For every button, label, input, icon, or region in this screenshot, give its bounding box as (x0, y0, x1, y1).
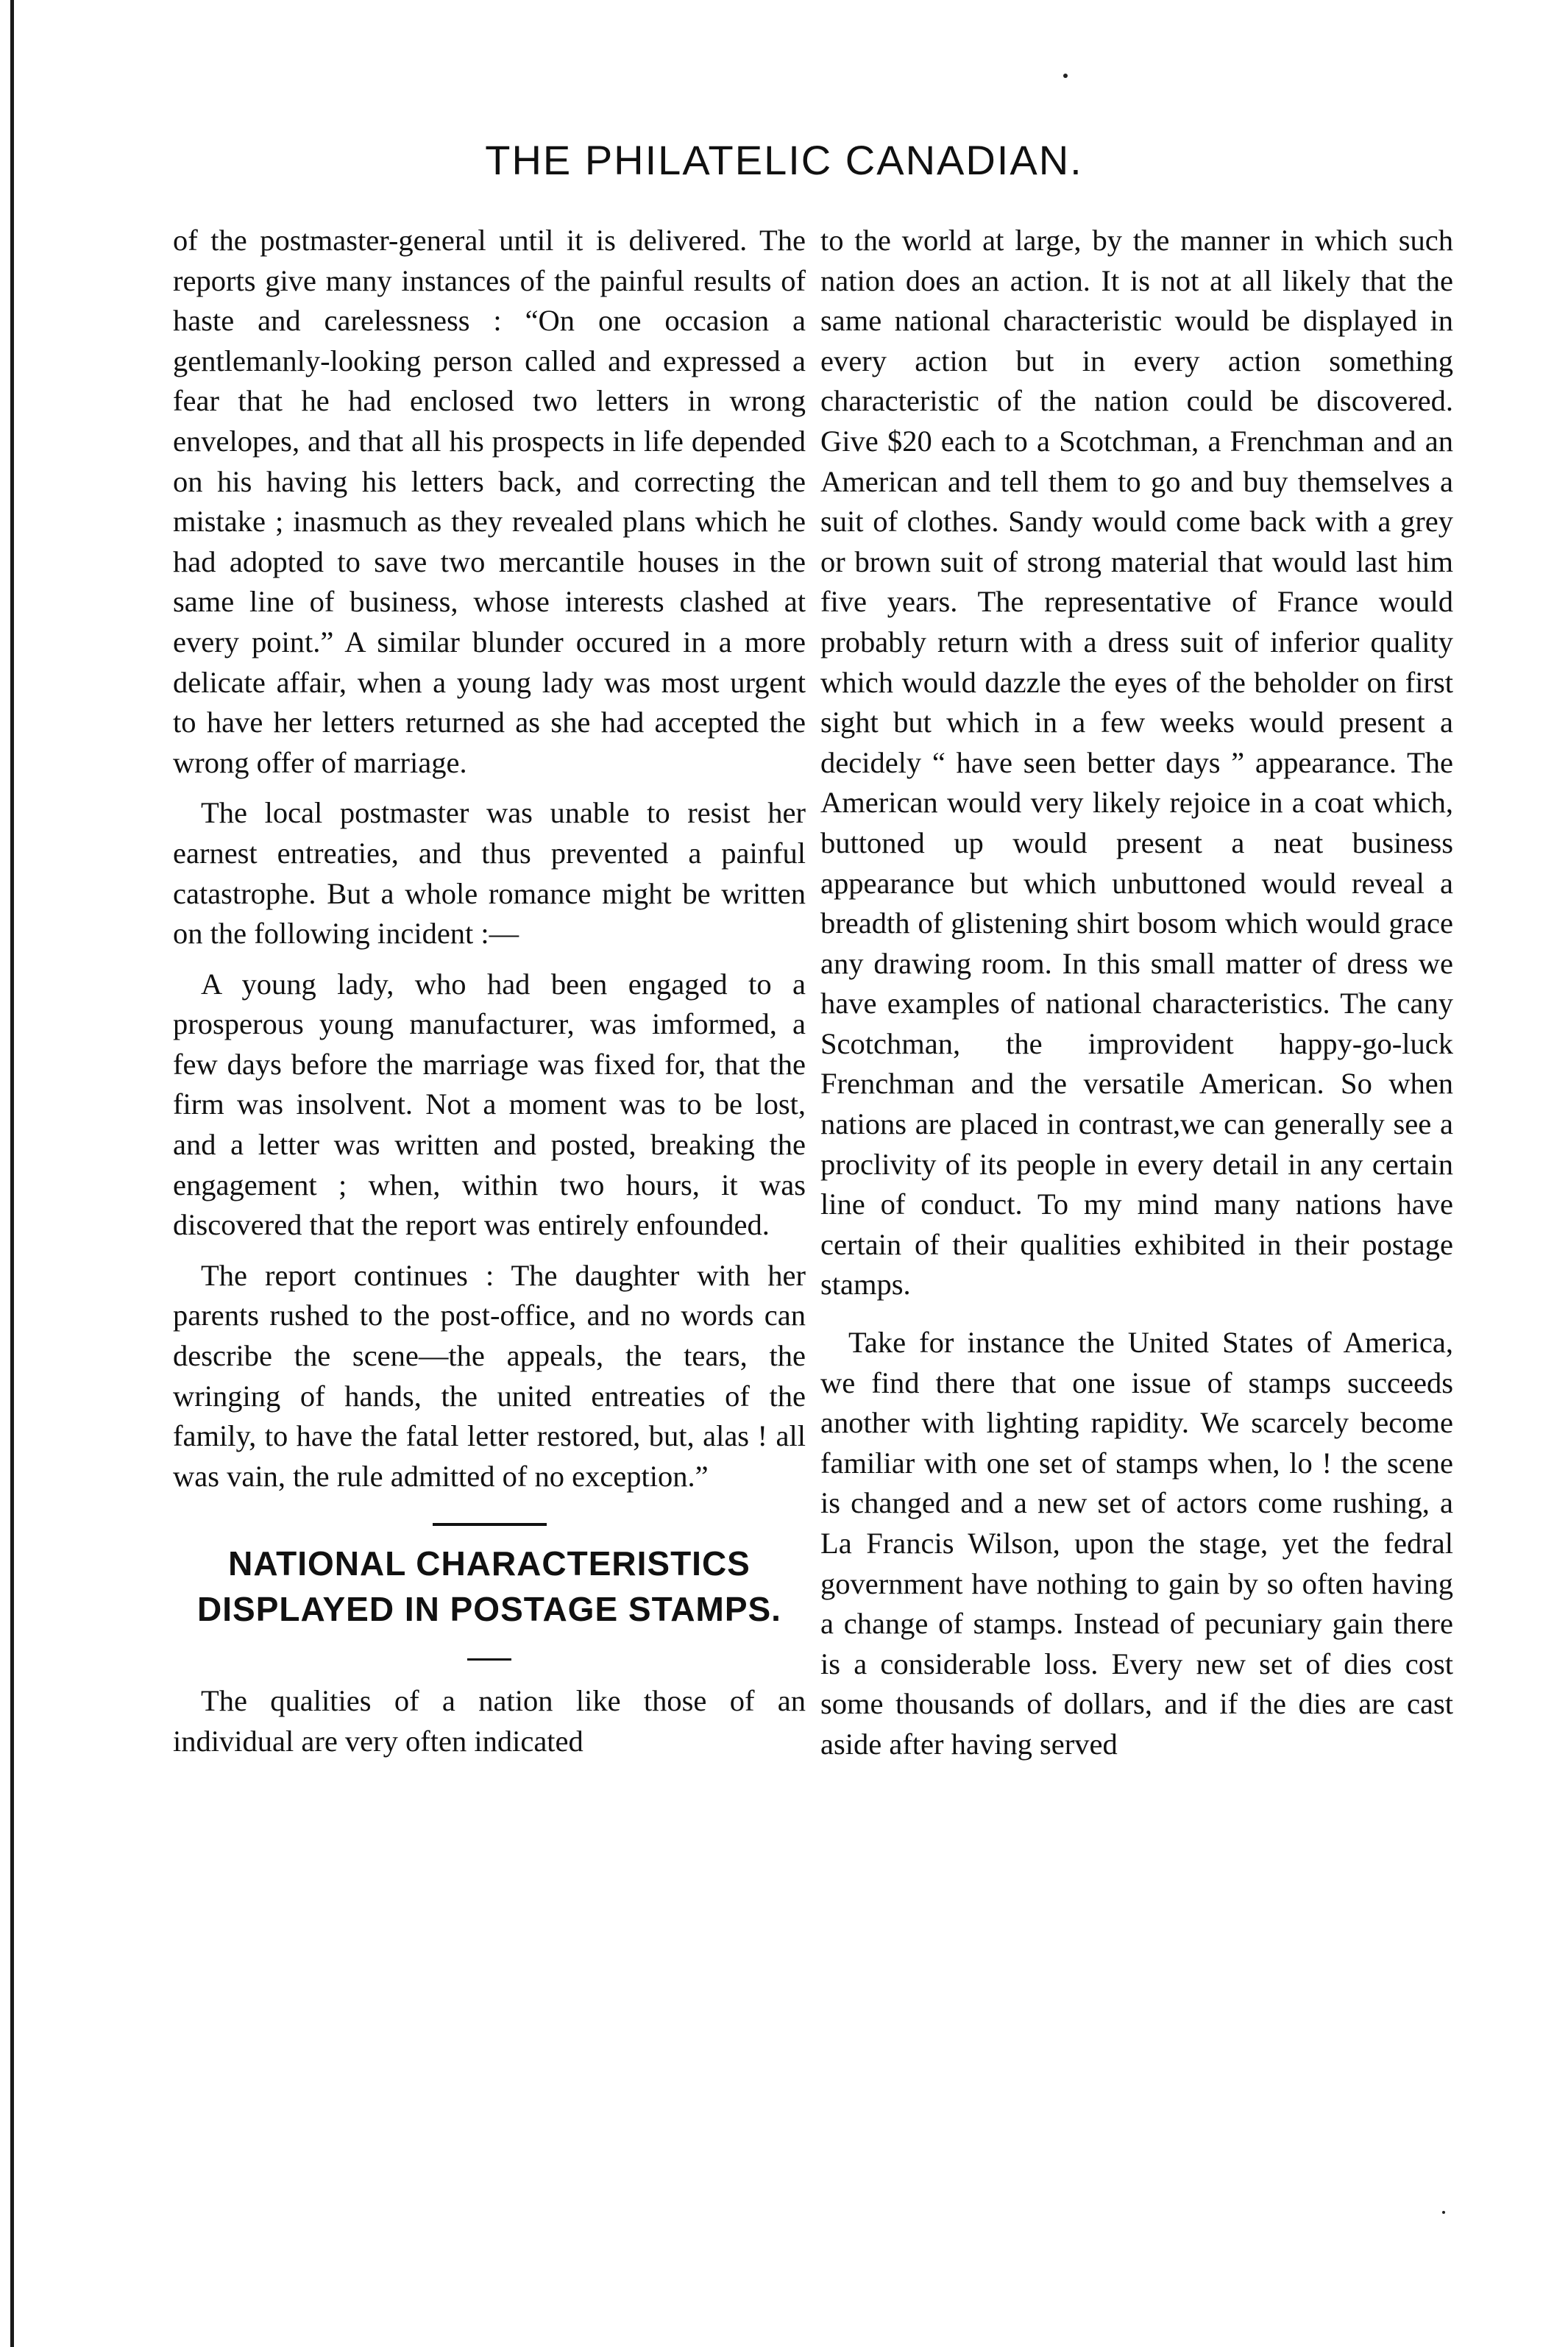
paragraph: The local postmaster was unable to resist her earnest entreaties, and thus prevented a painful catastrophe. But a whole romance might be written on the following incident :— (173, 796, 806, 951)
paragraph: of the postmaster-general until it is delivered. The reports give many instances of the painful results of haste and carelessness : “On one occasion a gentlemanly-looking person called and expressed a fear that he had enclosed two letters in wrong envelopes, and that all his prospects in life depended on his having his letters back, and correcting the mistake ; inasmuch as they revealed plans which he had adopted to save two mercantile houses in the same line of business, whose interests clashed at every point.” A similar blunder occured in a more delicate affair, when a young lady was most urgent to have her letters returned as she had accepted the wrong offer of marriage. (173, 224, 806, 779)
running-head: THE PHILATELIC CANADIAN. (485, 137, 1083, 183)
section-divider (433, 1523, 547, 1526)
right-column (820, 221, 1453, 1765)
paragraph: The qualities of a nation like those of an individual are very often indicated (173, 1684, 806, 1758)
paragraph: A young lady, who had been engaged to a prosperous young manufacturer, was imformed, a few days before the marriage was fixed for, that the firm was insolvent. Not a moment was to be lost, and a letter was written and posted, breaking the engagement ; when, within two hours, it was discovered that the report was entirely enfounded. (173, 967, 806, 1242)
paragraph: The report continues : The daughter with her parents rushed to the post-office, and no words can describe the scene—the appeals, the tears, the wringing of hands, the united entreaties of the family, to have the fatal letter restored, but, alas ! all was vain, the rule admitted of no exception.” (173, 1258, 806, 1493)
paragraph: to the world at large, by the manner in which such nation does an action. It is not at all likely that the same national characteristic would be displayed in every action but in every action something characteristic of the nation could be discovered. Give $20 each to a Scotchman, a Frenchman and an American and tell them to go and buy themselves a suit of clothes. Sandy would come back with a grey or brown suit of strong material that would last him five years. The representative of France would probably return with a dress suit of inferior quality which would dazzle the eyes of the beholder on first sight but which in a few weeks would present a decidely “ have seen better days ” appearance. The American would very likely rejoice in a coat which, buttoned up would present a neat business appearance but which unbuttoned would reveal a breadth of glistening shirt bosom which would grace any drawing room. In this small matter of dress we have examples of national characteristics. The cany Scotchman, the improvident happy-go-luck Frenchman and the versatile American. So when nations are placed in contrast,we can generally see a proclivity of its people in every detail in any certain line of conduct. To my mind many nations have certain of their qualities exhibited in their postage stamps. (820, 224, 1453, 1302)
page-edge-shadow (10, 0, 14, 2347)
article-heading: NATIONAL CHARACTERISTICS DISPLAYED IN POSTAGE STAMPS. (197, 1544, 781, 1629)
paragraph: Take for instance the United States of America, we find there that one issue of stamps succeeds another with lighting rapidity. We scarcely become familiar with one set of stamps when, lo ! the scene is changed and a new set of actors come rushing, a La Francis Wilson, upon the stage, yet the fedral government have nothing to gain by so often having a change of stamps. Instead of pecuniary gain there is a considerable loss. Every new set of dies cost some thousands of dollars, and if the dies are cast aside after having served (820, 1326, 1453, 1761)
print-speck (1063, 74, 1068, 78)
print-speck (1442, 2211, 1445, 2214)
left-column (173, 221, 806, 1762)
heading-divider (467, 1658, 511, 1661)
